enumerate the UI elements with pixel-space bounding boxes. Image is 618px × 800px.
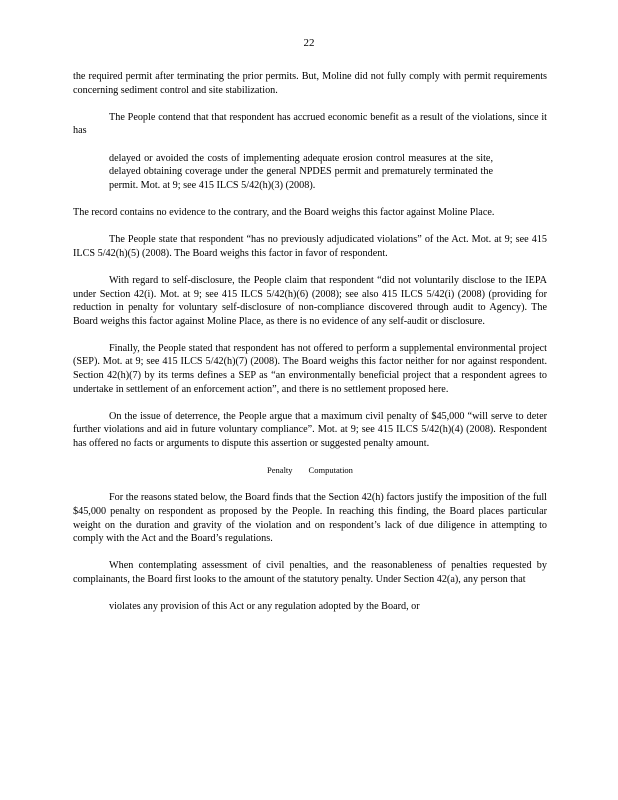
page-number: 22 [303, 37, 315, 49]
paragraph-permit-compliance: the required permit after terminating the prior permits. But, Moline did not fully comply with permit requirements concerning sediment control and site stabilization. [73, 71, 547, 96]
paragraph-prior-violations: The People state that respondent “has no previously adjudicated violations” of the Act. Mot. at 9; see 415 ILCS 5/42(h)(5) (2008). The Board weighs this factor in favor of respondent. [73, 234, 547, 259]
heading-word-penalty: Penalty [267, 465, 293, 476]
paragraph-self-disclosure: With regard to self-disclosure, the People claim that respondent “did not voluntarily disclose to the IEPA under Section 42(i). Mot. at 9; see 415 ILCS 5/42(h)(6) (2008); see also 415 ILCS 5/42(i) (2008) (providing for reduction in penalty for voluntary self-disclosure of non-compliance discovered through audit to Agency). The Board weighs this factor against Moline Place, as there is no evidence of any self-audit or disclosure. [73, 274, 547, 327]
paragraph-record-evidence: The record contains no evidence to the contrary, and the Board weighs this factor against Moline Place. [73, 206, 495, 218]
document-body [73, 70, 547, 627]
paragraph-deterrence: On the issue of deterrence, the People argue that a maximum civil penalty of $45,000 “will serve to deter further violations and aid in future voluntary compliance”. Mot. at 9; see 415 ILCS 5/42(h)(4) (2008). Respondent has offered no facts or arguments to dispute this assertion or suggested penalty amount. [73, 410, 547, 450]
paragraph-penalty-finding: For the reasons stated below, the Board finds that the Section 42(h) factors justify the imposition of the full $45,000 penalty on respondent as proposed by the People. In reaching this finding, the Board places particular weight on the duration and gravity of the violation and on respondent’s lack of due diligence in attempting to comply with the Act and the Board’s regulations. [73, 492, 547, 545]
section-heading-penalty-computation [73, 464, 547, 478]
paragraph-sep: Finally, the People stated that respondent has not offered to perform a supplemental environmental project (SEP). Mot. at 9; see 415 ILCS 5/42(h)(7) (2008). The Board weighs this factor neither for nor against respondent. Section 42(h)(7) by its terms defines a SEP as “an environmentally beneficial project that a respondent agrees to undertake in settlement of an enforcement action”, and there is no settlement proposed here. [73, 342, 547, 395]
heading-word-computation: Computation [308, 465, 353, 476]
paragraph-civil-penalties: When contemplating assessment of civil penalties, and the reasonableness of penalties requested by complainants, the Board first looks to the amount of the statutory penalty. Under Section 42(a), any person that [73, 560, 547, 585]
block-quote-violates: violates any provision of this Act or any regulation adopted by the Board, or [109, 601, 420, 613]
block-quote-costs: delayed or avoided the costs of implementing adequate erosion control measures at the site, delayed obtaining coverage under the general NPDES permit and prematurely terminated the permit. Mot. at 9; see 415 ILCS 5/42(h)(3) (2008). [109, 152, 493, 191]
paragraph-economic-benefit: The People contend that that respondent has accrued economic benefit as a result of the violations, since it has [73, 111, 547, 137]
